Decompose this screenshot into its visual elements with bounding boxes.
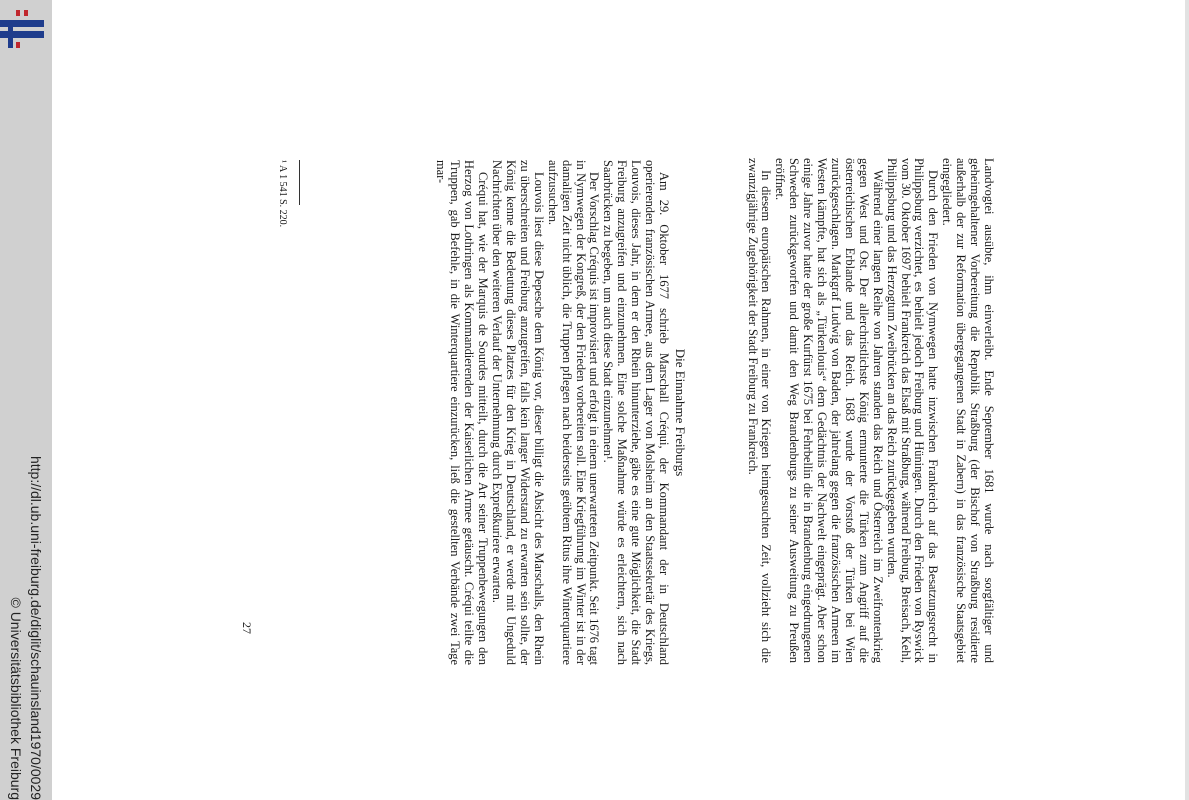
text-column-top bbox=[745, 158, 995, 663]
paragraph: Louvois liest diese Depesche dem König vor, dieser billigt die Absicht des Marschalls, den Rhein zu überschreiten und Freiburg anzugreifen, falls kein langer Widerstand zu erwarten sein sollte, der König kenne die Bedeutung dieses Platzes für den Krieg in Deutschland, er werde mit Ungeduld Nachrichten über den weiteren Verlauf der Unternehmung durch Expreßkuriere erwarten. bbox=[490, 160, 546, 665]
paragraph: Landvogtei ausübte, ihm einverleibt. Ende September 1681 wurde nach sorgfältiger und geheimgehaltener Vorbereitung die Republik Straßburg (der Bischof von Straßburg residierte außerhalb der zur Reformation übergegangenen Stadt in Zabern) in das französische Staatsgebiet eingegliedert. bbox=[940, 158, 996, 663]
copyright-notice: © Universitätsbibliothek Freiburg bbox=[8, 597, 24, 800]
paragraph: Am 29. Oktober 1677 schrieb Marschall Créqui, der Kommandant der in Deutschland operierenden französischen Armee, aus dem Lager von Molsheim an den Staatssekretär des Kriegs, Louvois, dieses Jahr, in dem er den Rhein hinunterziehe, gäbe es eine gute Möglichkeit, die Stadt Freiburg anzugreifen und einzunehmen. Eine solche Maßnahme würde es erleichtern, sich nach Saarbrücken zu begeben, um auch diese Stadt einzunehmen¹. bbox=[601, 160, 671, 665]
paragraph: Während einer langen Reihe von Jahren standen das Reich und Österreich im Zweifrontenkrieg gegen West und Ost. Der allerchristlichste König ermunterte die Türken zum Angriff auf die österreichischen Erblande und das Reich. 1683 wurde der Vorstoß der Türken bei Wien zurückgeschlagen. Markgraf Ludwig von Baden, der jahrelang gegen die französischen Armeen im Westen kämpfte, hat sich als „Türkenlouis“ dem Gedächtnis der Nachwelt eingeprägt. Aber schon einige Jahre zuvor hatte der große Kurfürst 1675 bei Fehrbellin die in Brandenburg eingedrungenen Schweden zurückgeworfen und damit den Weg Brandenburgs zu seiner Ausweitung zu Preußen eröffnet. bbox=[773, 158, 885, 663]
text-column-bottom bbox=[434, 160, 670, 665]
scrollbar-edge[interactable] bbox=[1185, 0, 1189, 800]
paragraph: In diesem europäischen Rahmen, in einer von Kriegen heimgesuchten Zeit, vollzieht sich die zwanzigjährige Zugehörigkeit der Stadt Freiburg zu Frankreich. bbox=[745, 158, 774, 663]
page-number: 27 bbox=[240, 622, 254, 634]
footnote-divider bbox=[299, 160, 300, 205]
document-url[interactable]: http://dl.ub.uni-freiburg.de/diglit/schauinsland1970/0029 bbox=[28, 455, 44, 800]
section-heading: Die Einnahme Freiburgs bbox=[673, 348, 688, 477]
footnote: ¹ A 1 541 S. 220. bbox=[277, 160, 288, 228]
paragraph: Durch den Frieden von Nymwegen hatte inzwischen Frankreich auf das Besatzungsrecht in Philippsburg verzichtet, es behielt jedoch Freiburg und Hüningen. Durch den Frieden von Ryswick vom 30. Oktober 1697 behielt Frankreich das Elsaß mit Straßburg, während Freiburg, Breisach, Kehl, Philippsburg und das Herzogtum Zweibrücken an das Reich zurückgegeben wurden. bbox=[884, 158, 941, 663]
paragraph: Der Vorschlag Créquis ist improvisiert und erfolgt in einem unerwarteten Zeitpunkt. Seit 1676 tagt in Nymwegen der Kongreß, der den Frieden vorbereiten soll. Eine Kriegführung im Winter ist in der damaligen Zeit nicht üblich, die Truppen pflegen nach beiderseits geübtem Ritus ihre Winterquartiere aufzusuchen. bbox=[545, 160, 602, 665]
paragraph: Créqui hat, wie der Marquis de Sourdes mitteilt, durch die Art seiner Truppenbewegungen den Herzog von Lothringen als Kommandierenden der Kaiserlichen Armee getäuscht. Créqui teilte die Truppen, gab Befehle, in die Winterquartiere einzurücken, ließ die gestellten Verbände zwei Tage mar- bbox=[434, 160, 491, 665]
